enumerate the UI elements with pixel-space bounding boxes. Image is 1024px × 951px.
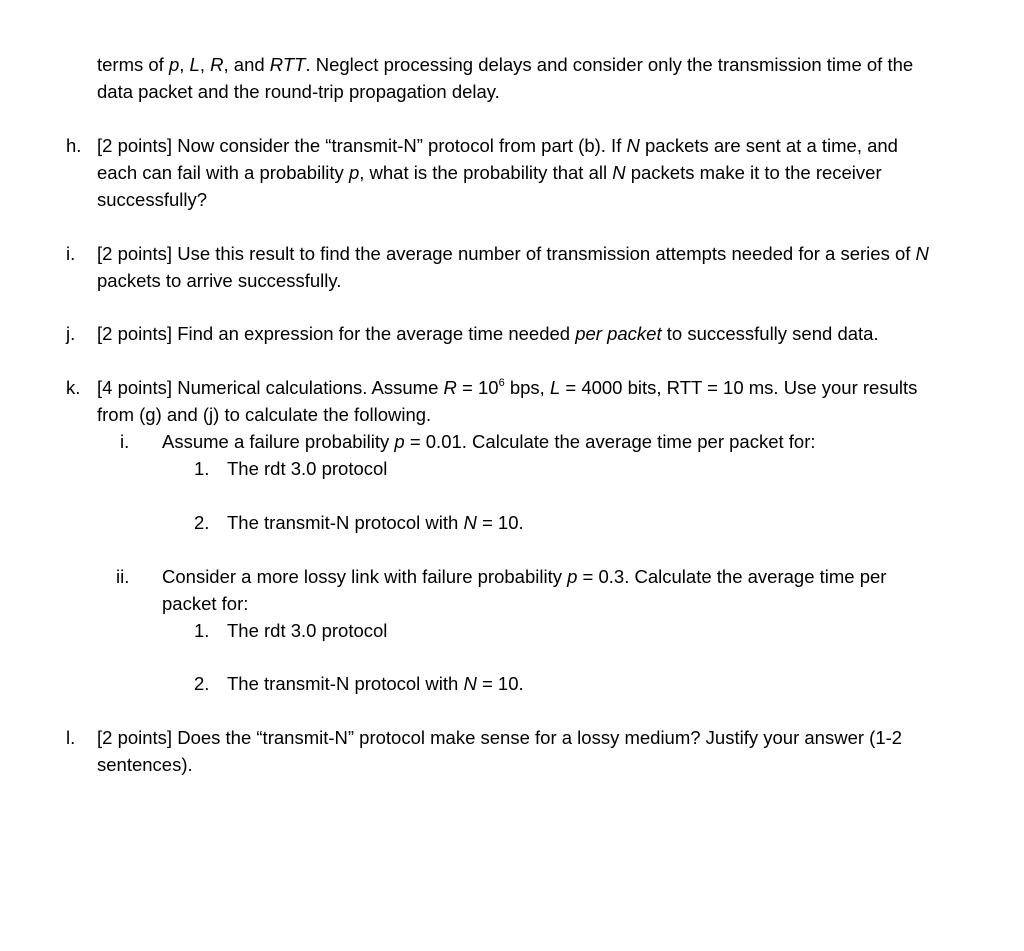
subquestion-k-ii-line-2: packet for:: [162, 593, 249, 614]
subquestion-k-i-line-1: Assume a failure probability p = 0.01. Calculate the average time per packet for:: [162, 431, 816, 452]
list-item-number: 2.: [194, 512, 210, 533]
continuation-line-2: data packet and the round-trip propagation delay.: [97, 81, 500, 102]
question-l-line-1: [2 points] Does the “transmit-N” protocol make sense for a lossy medium? Justify your answer (1-2: [97, 727, 903, 748]
list-item: The rdt 3.0 protocol: [227, 620, 388, 641]
question-j-line-1: [2 points] Find an expression for the average time needed per packet to successfully send data.: [97, 323, 879, 344]
question-k-marker: k.: [66, 377, 81, 398]
question-l-marker: l.: [66, 727, 76, 748]
question-i-line-2: packets to arrive successfully.: [97, 270, 342, 291]
subquestion-k-ii-line-1: Consider a more lossy link with failure probability p = 0.3. Calculate the average time per: [162, 566, 887, 587]
question-h-line-3: successfully?: [97, 189, 208, 210]
list-item-number: 1.: [194, 458, 210, 479]
question-h-line-1: [2 points] Now consider the “transmit-N” protocol from part (b). If N packets are sent at a time, and: [97, 135, 898, 156]
question-k-line-1: [4 points] Numerical calculations. Assume $R = 10^6$ bps, L = 4000 bits, RTT = 10 ms. Use your results: [97, 376, 918, 398]
question-k-line-2: from (g) and (j) to calculate the following.: [97, 404, 432, 425]
question-h-line-2: each can fail with a probability p, what is the probability that all N packets make it to the receiver: [97, 162, 882, 183]
list-item-number: 2.: [194, 673, 210, 694]
list-item: The transmit-N protocol with N = 10.: [227, 673, 524, 694]
question-i-line-1: [2 points] Use this result to find the average number of transmission attempts needed for a series of N: [97, 243, 929, 264]
list-item: The transmit-N protocol with N = 10.: [227, 512, 524, 533]
list-item-number: 1.: [194, 620, 210, 641]
list-item: The rdt 3.0 protocol: [227, 458, 388, 479]
question-j-marker: j.: [66, 323, 76, 344]
question-h-marker: h.: [66, 135, 82, 156]
question-l-line-2: sentences).: [97, 754, 193, 775]
subquestion-k-ii-marker: ii.: [116, 566, 130, 587]
subquestion-k-i-marker: i.: [120, 431, 130, 452]
continuation-line-1: terms of p, L, R, and RTT. Neglect processing delays and consider only the transmission time of the: [97, 54, 914, 75]
question-i-marker: i.: [66, 243, 76, 264]
